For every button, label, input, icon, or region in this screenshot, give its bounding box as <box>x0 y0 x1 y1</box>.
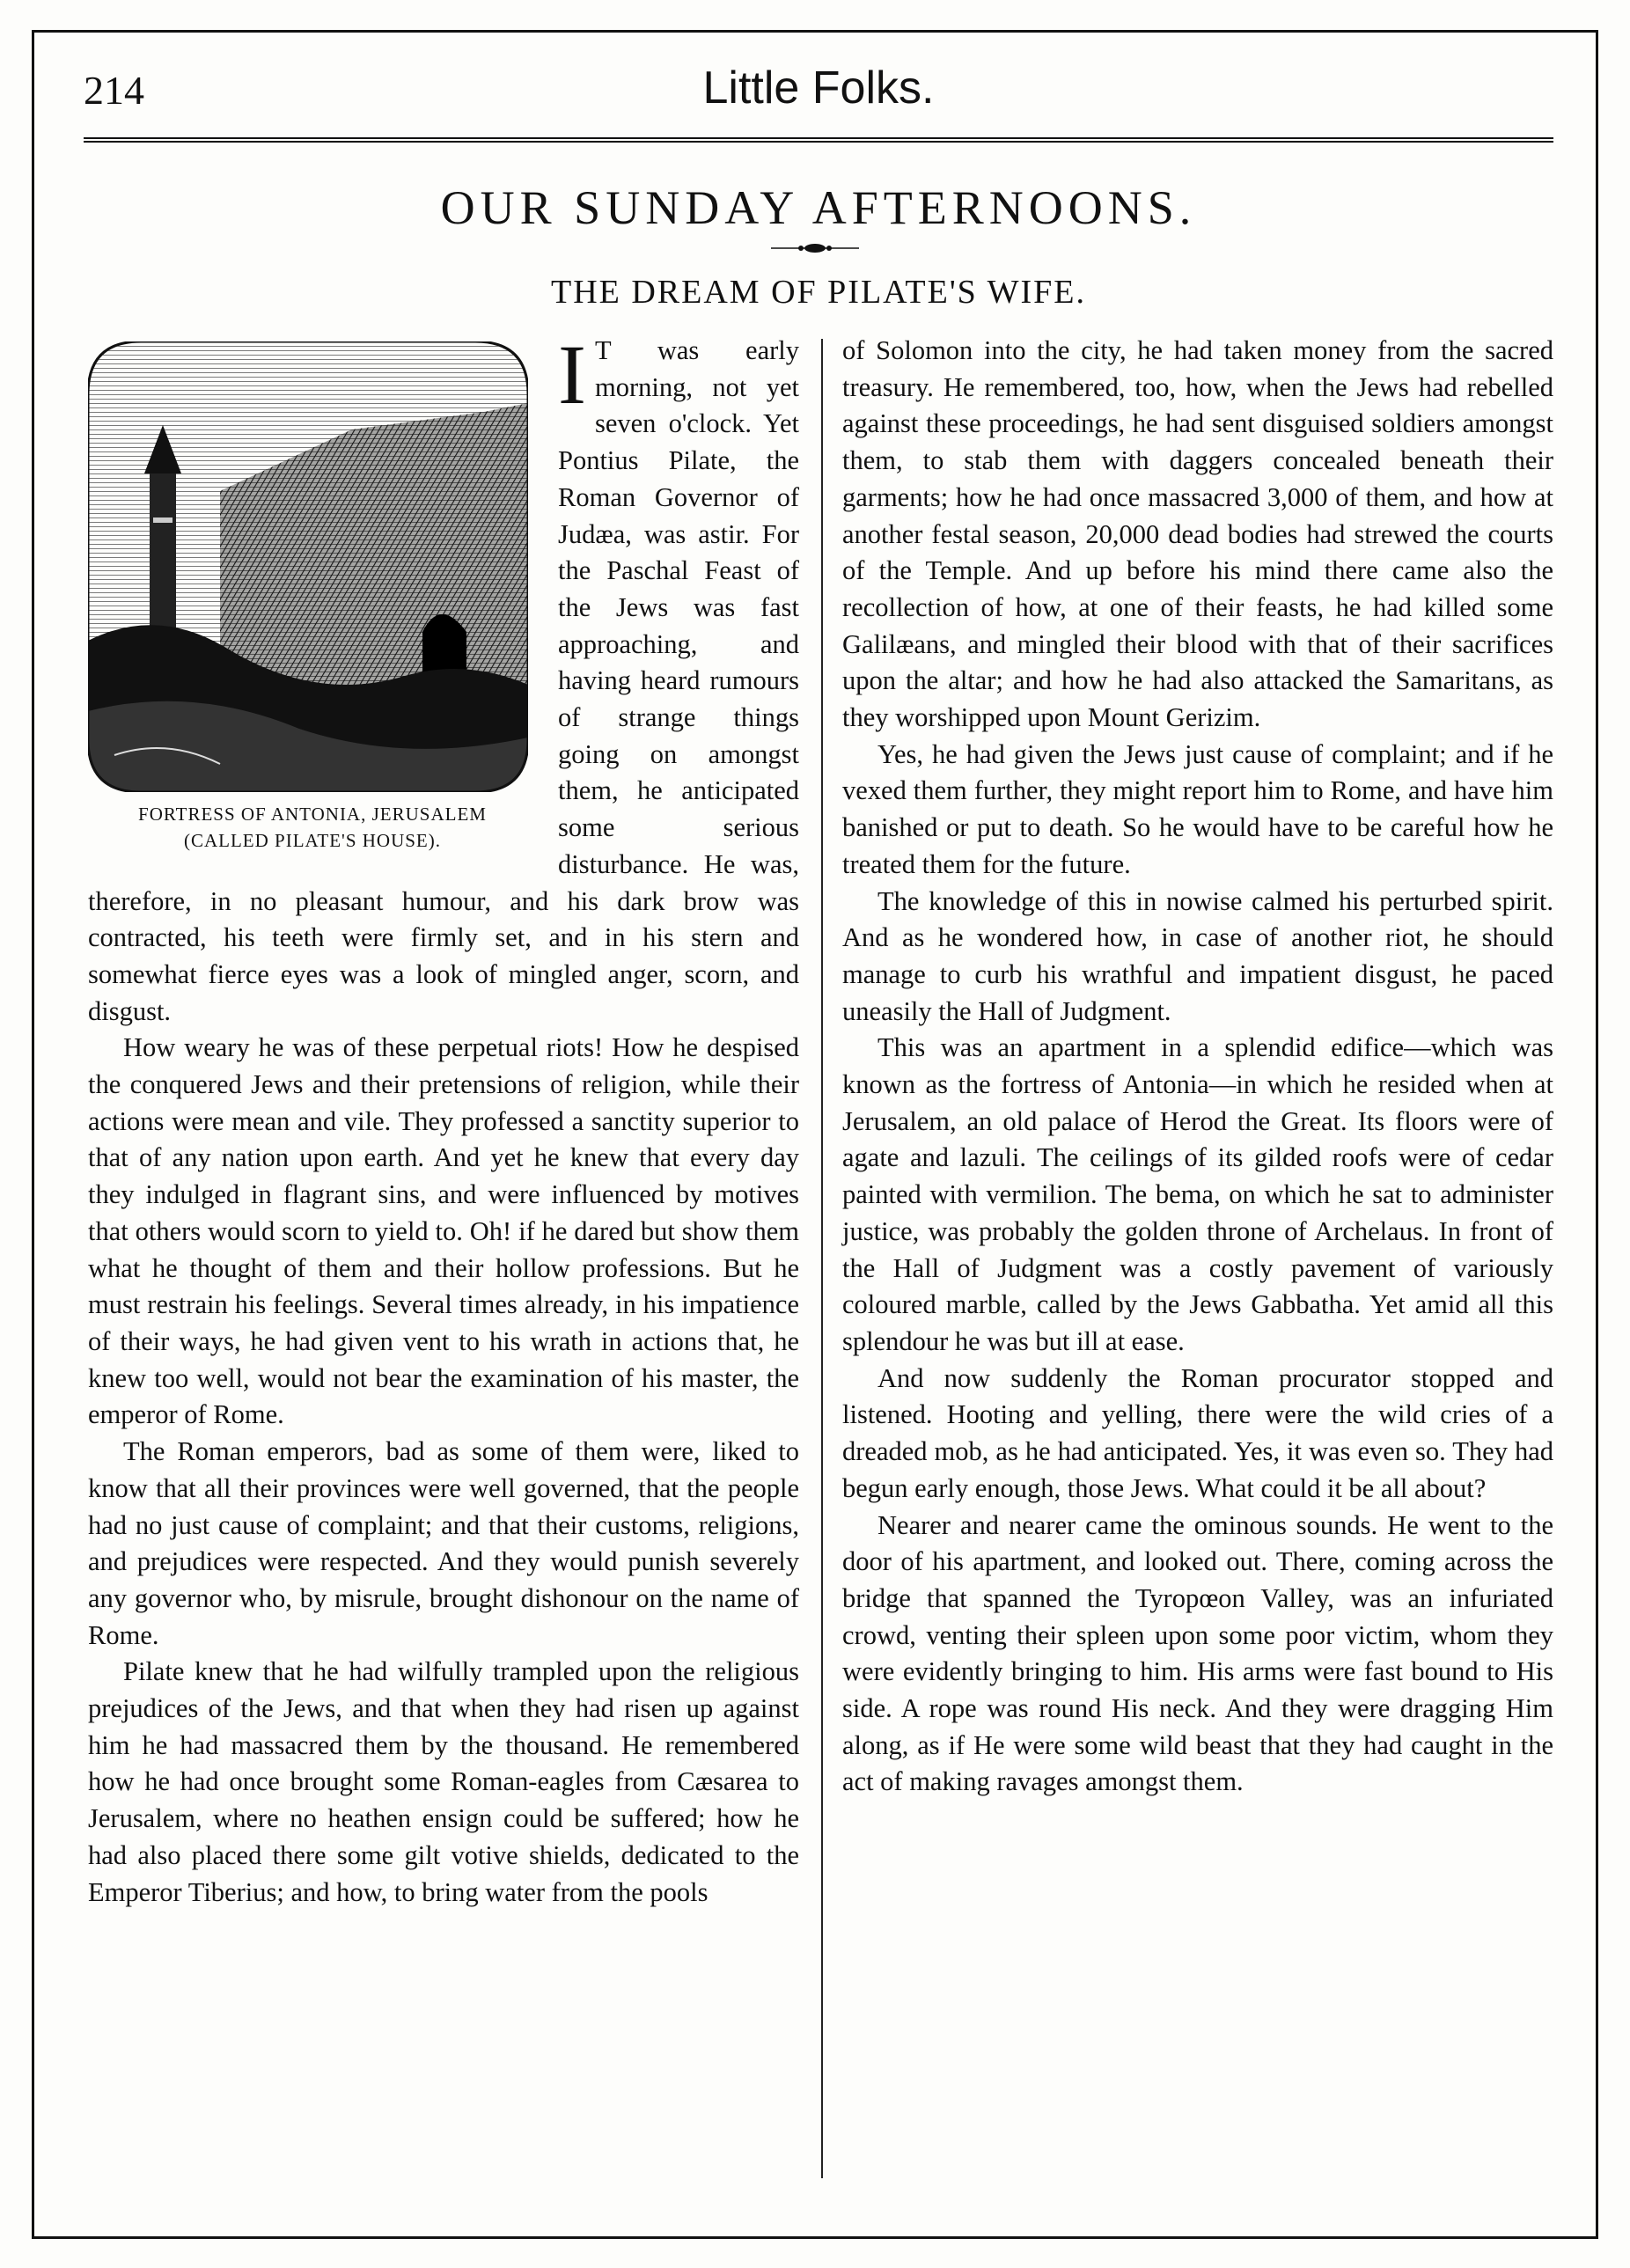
section-title: OUR SUNDAY AFTERNOONS. <box>440 181 1197 234</box>
running-header <box>84 62 1553 143</box>
left-column <box>88 327 799 1911</box>
paragraph-3: The Roman emperors, bad as some of them were, liked to know that all their provinces were well governed, that the people had no just cause of complaint; and that their customs, religions, and prejudices were respected. And they would punish severely any governor who, by misrule, brought dishonour on the name of Rome. <box>88 1436 799 1650</box>
paragraph-6: Yes, he had given the Jews just cause of complaint; and if he vexed them further, they might report him to Rome, and have him banished or put to death. So he would have to be careful how he treated them for the future. <box>842 738 1553 879</box>
caption-line-1: FORTRESS OF ANTONIA, JERUSALEM <box>138 804 487 825</box>
paragraph-1-text: T was early morning, not yet seven o'clock. Yet Pontius Pilate, the Roman Governor of Judæa, was astir. For the Paschal Feast of the Jews was fast approaching, and having heard rumours of strange things going on amongst them, he anticipated some serious disturbance. He was, therefore, in no pleasant humour, and his dark brow was contracted, his teeth were firmly set, and in his stern and somewhat fierce eyes was a look of mingled anger, scorn, and disgust. <box>88 335 799 1026</box>
paragraph-2: How weary he was of these perpetual riots! How he despised the conquered Jews and their pretensions of religion, while their actions were mean and vile. They professed a sanctity superior to that of any nation upon earth. And yet he knew that every day they indulged in flagrant sins, and were influenced by motives that others would scorn to yield to. Oh! if he dared but show them what he thought of them and their hollow professions. But he must restrain his feelings. Several times already, in his impatience of their ways, he had given vent to his wrath in actions that, he knew too well, would not bear the examination of his master, the emperor of Rome. <box>88 1032 799 1430</box>
caption-line-2: (CALLED PILATE'S HOUSE). <box>183 830 442 851</box>
title-ornament <box>771 242 859 254</box>
paragraph-10: Nearer and nearer came the ominous sounds. He went to the door of his apartment, and looked out. There, coming across the bridge that spanned the Tyropœon Valley, was an infuriated crowd, venting their spleen upon some poor victim, whom they were evidently bringing to him. His arms were fast bound to His side. A rope was round His neck. And they were dragging Him along, as if He were some wild beast that they had caught in the act of making ravages amongst them. <box>842 1509 1553 1797</box>
fortress-illustration <box>88 341 537 854</box>
paragraph-4: Pilate knew that he had wilfully trampled upon the religious prejudices of the Jews, and that when they had risen up against him he had massacred them by the thousand. He remembered how he had once brought some Roman-eagles from Cæsarea to Jerusalem, where no heathen ensign could be suffered; how he had also placed there some gilt votive shields, dedicated to the Emperor Tiberius; and how, to bring water from the pools <box>88 1656 799 1907</box>
figure-caption <box>88 801 537 854</box>
paragraph-5: of Solomon into the city, he had taken money from the sacred treasury. He remembered, too, how, when the Jews had rebelled against these proceedings, he had sent disguised soldiers amongst them, to stab them with daggers concealed beneath their garments; how he had once massacred 3,000 of them, and how at another festal season, 20,000 dead bodies had strewed the courts of the Temple. And up before his mind there came also the recollection of how, at one of their feasts, he had killed some Galilæans, and mingled their blood with that of their sacrifices upon the altar; and how he had also attacked the Samaritans, as they worshipped upon Mount Gerizim. <box>842 335 1553 733</box>
paragraph-7: The knowledge of this in nowise calmed his perturbed spirit. And as he wondered how, in case of another riot, he should manage to curb his wrathful and impatient disgust, he paced uneasily the Hall of Judgment. <box>842 885 1553 1026</box>
drop-cap: I <box>558 327 586 422</box>
column-divider <box>821 339 823 2178</box>
paragraph-8: This was an apartment in a splendid edifice—which was known as the fortress of Antonia—in which he resided when at Jerusalem, an old palace of Herod the Great. Its floors were of agate and lazuli. The ceilings of its gilded roofs were of cedar painted with vermilion. The bema, on which he sat to administer justice, was probably the golden throne of Archelaus. In front of the Hall of Judgment was a costly pavement of variously coloured marble, called by the Jews Gabbatha. Yet amid all this splendour he was but ill at ease. <box>842 1032 1553 1356</box>
right-column <box>842 333 1553 1801</box>
fortress-engraving <box>88 341 528 792</box>
paragraph-9: And now suddenly the Roman procurator stopped and listened. Hooting and yelling, there were the wild cries of a dreaded mob, as he had anticipated. Yes, it was even so. They had begun early enough, those Jews. What could it be all about? <box>842 1362 1553 1503</box>
article-title: THE DREAM OF PILATE'S WIFE. <box>551 274 1086 311</box>
magazine-title: Little Folks. <box>702 62 935 114</box>
page-number: 214 <box>84 68 144 113</box>
